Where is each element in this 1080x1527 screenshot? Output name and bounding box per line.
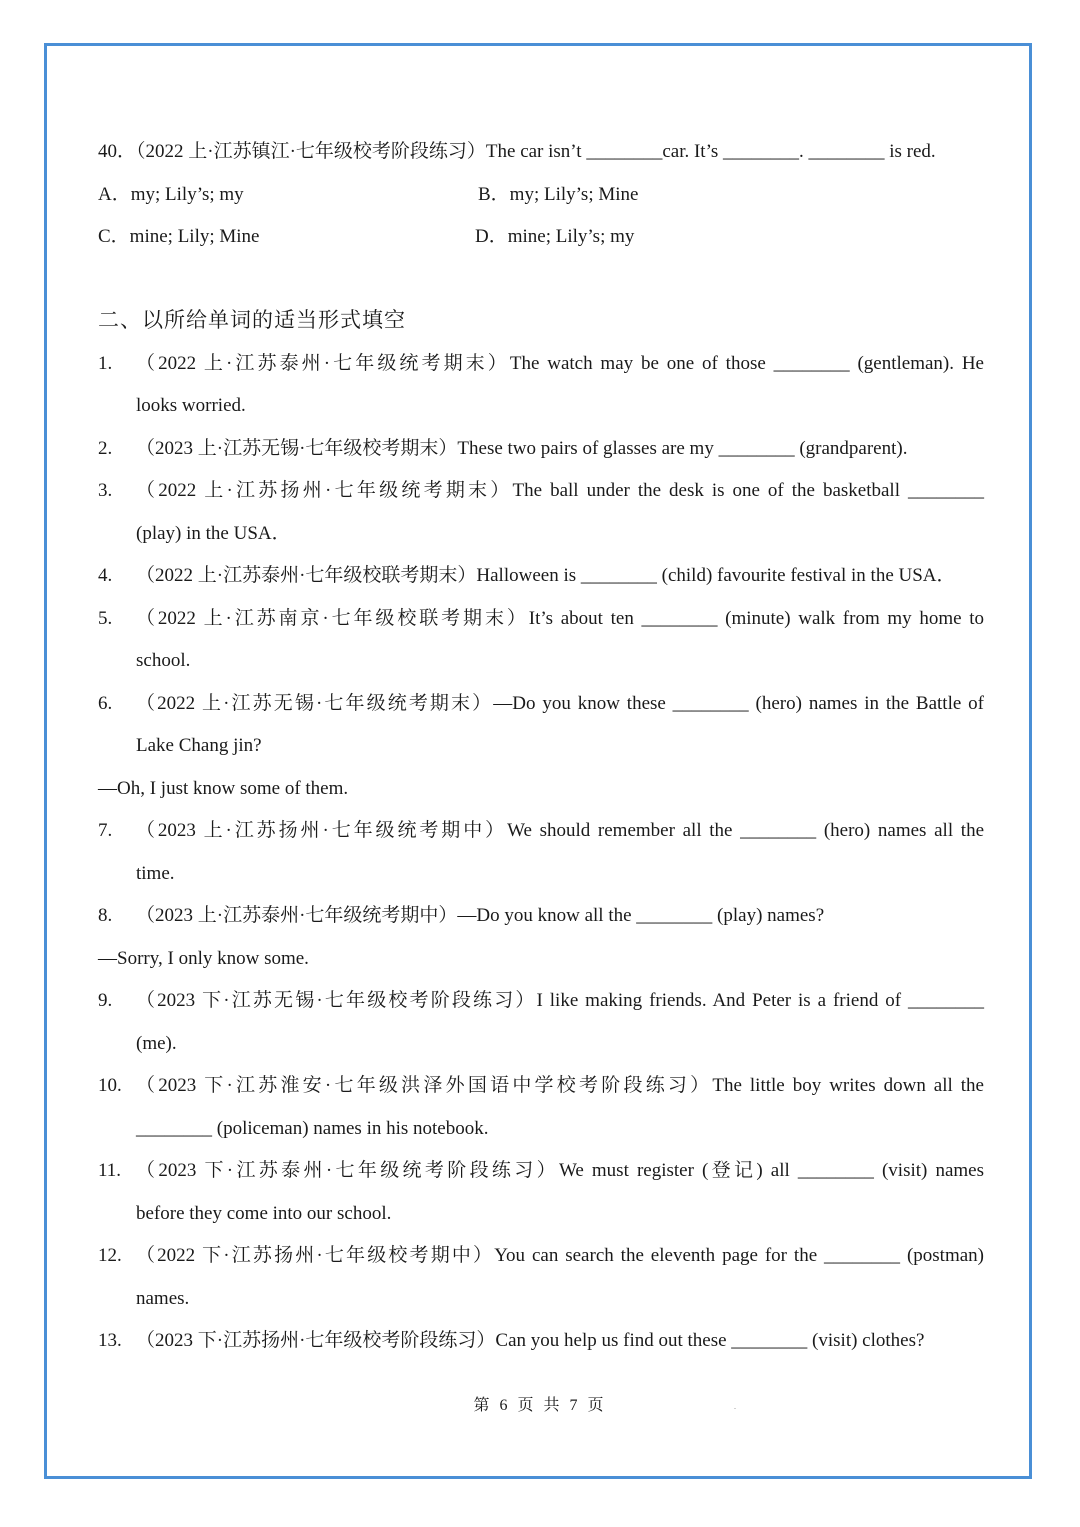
question-40-stem: 40．（2022 上·江苏镇江·七年级校考阶段练习）The car isn’t ________car. It’s ________. ________ is red. [98,141,936,162]
dialogue-reply: —Sorry, I only know some. [98,947,309,969]
question-item [98,900,984,943]
question-text-continued: time. [136,862,175,884]
question-text-continued: (play) in the USA． [136,522,291,544]
question-number: 10. [98,1075,122,1096]
question-item [98,815,984,858]
question-text: （2023 上·江苏扬州·七年级统考期中）We should remember all the ________ (hero) names all the [136,820,984,841]
question-text: （2023 下·江苏淮安·七年级洪泽外国语中学校考阶段练习）The little boy writes down all the [136,1075,984,1096]
question-text: （2022 上·江苏扬州·七年级统考期末）The ball under the desk is one of the basketball ________ [136,480,984,501]
question-number: 13. [98,1330,122,1351]
section-title: 二、以所给单词的适当形式填空 [98,307,406,332]
question-item [98,1325,984,1368]
question-text: （2023 下·江苏无锡·七年级校考阶段练习）I like making friends. And Peter is a friend of ________ [136,990,984,1011]
question-number: 9. [98,990,113,1011]
question-text-continued: names. [136,1287,190,1309]
question-list [98,348,984,1368]
footer-dot: . [734,1402,736,1411]
question-number: 12. [98,1245,122,1266]
option-b: B．my; Lily’s; Mine [478,183,639,205]
question-number: 1. [98,352,113,374]
question-text-continued: (me). [136,1032,177,1054]
question-text: （2022 上·江苏泰州·七年级校联考期末）Halloween is ________ (child) favourite festival in the USA． [136,565,956,586]
question-text: （2022 下·江苏扬州·七年级校考期中）You can search the eleventh page for the ________ (postman) [136,1245,984,1266]
question-text-continued: Lake Chang jin? [136,735,262,756]
question-number: 11. [98,1160,122,1181]
question-text: （2022 上·江苏无锡·七年级统考期末）—Do you know these ________ (hero) names in the Battle of [136,692,984,714]
question-item [98,348,984,391]
question-text: （2022 上·江苏泰州·七年级统考期末）The watch may be one of those ________ (gentleman). He [136,352,984,374]
question-text-continued: ________ (policeman) names in his notebook. [136,1117,489,1139]
option-c: C．mine; Lily; Mine [98,226,260,247]
question-item [98,603,984,646]
option-a: A．my; Lily’s; my [98,183,244,205]
question-text: （2023 上·江苏泰州·七年级统考期中）—Do you know all the ________ (play) names? [136,905,825,926]
question-text-continued: looks worried. [136,395,246,416]
question-40-options-row-2 [98,221,984,264]
question-number: 8. [98,905,113,926]
question-item [98,1240,984,1283]
question-item [98,688,984,731]
question-item [98,1070,984,1113]
question-number: 2. [98,437,113,459]
page-footer: 第 6 页 共 7 页 [473,1397,607,1414]
question-text-continued: before they come into our school. [136,1202,392,1224]
question-item [98,1155,984,1198]
worksheet-content [98,136,984,1368]
question-number: 4. [98,565,113,586]
question-item [98,560,984,603]
question-number: 5. [98,607,113,629]
question-item [98,433,984,476]
question-item [98,985,984,1028]
question-number: 7. [98,820,113,841]
question-number: 3. [98,480,113,501]
question-number: 6. [98,692,113,714]
option-d: D．mine; Lily’s; my [475,226,635,247]
question-text: （2022 上·江苏南京·七年级校联考期末）It’s about ten ________ (minute) walk from my home to [136,607,984,629]
question-40-options-row-1 [98,179,984,222]
dialogue-reply: —Oh, I just know some of them. [98,777,349,799]
question-text: （2023 下·江苏扬州·七年级校考阶段练习）Can you help us find out these ________ (visit) clothes? [136,1330,925,1351]
question-text-continued: school. [136,650,191,671]
question-item [98,475,984,518]
question-text: （2023 下·江苏泰州·七年级统考阶段练习）We must register (登记) all ________ (visit) names [136,1160,984,1181]
question-text: （2023 上·江苏无锡·七年级校考期末）These two pairs of glasses are my ________ (grandparent). [136,437,908,459]
